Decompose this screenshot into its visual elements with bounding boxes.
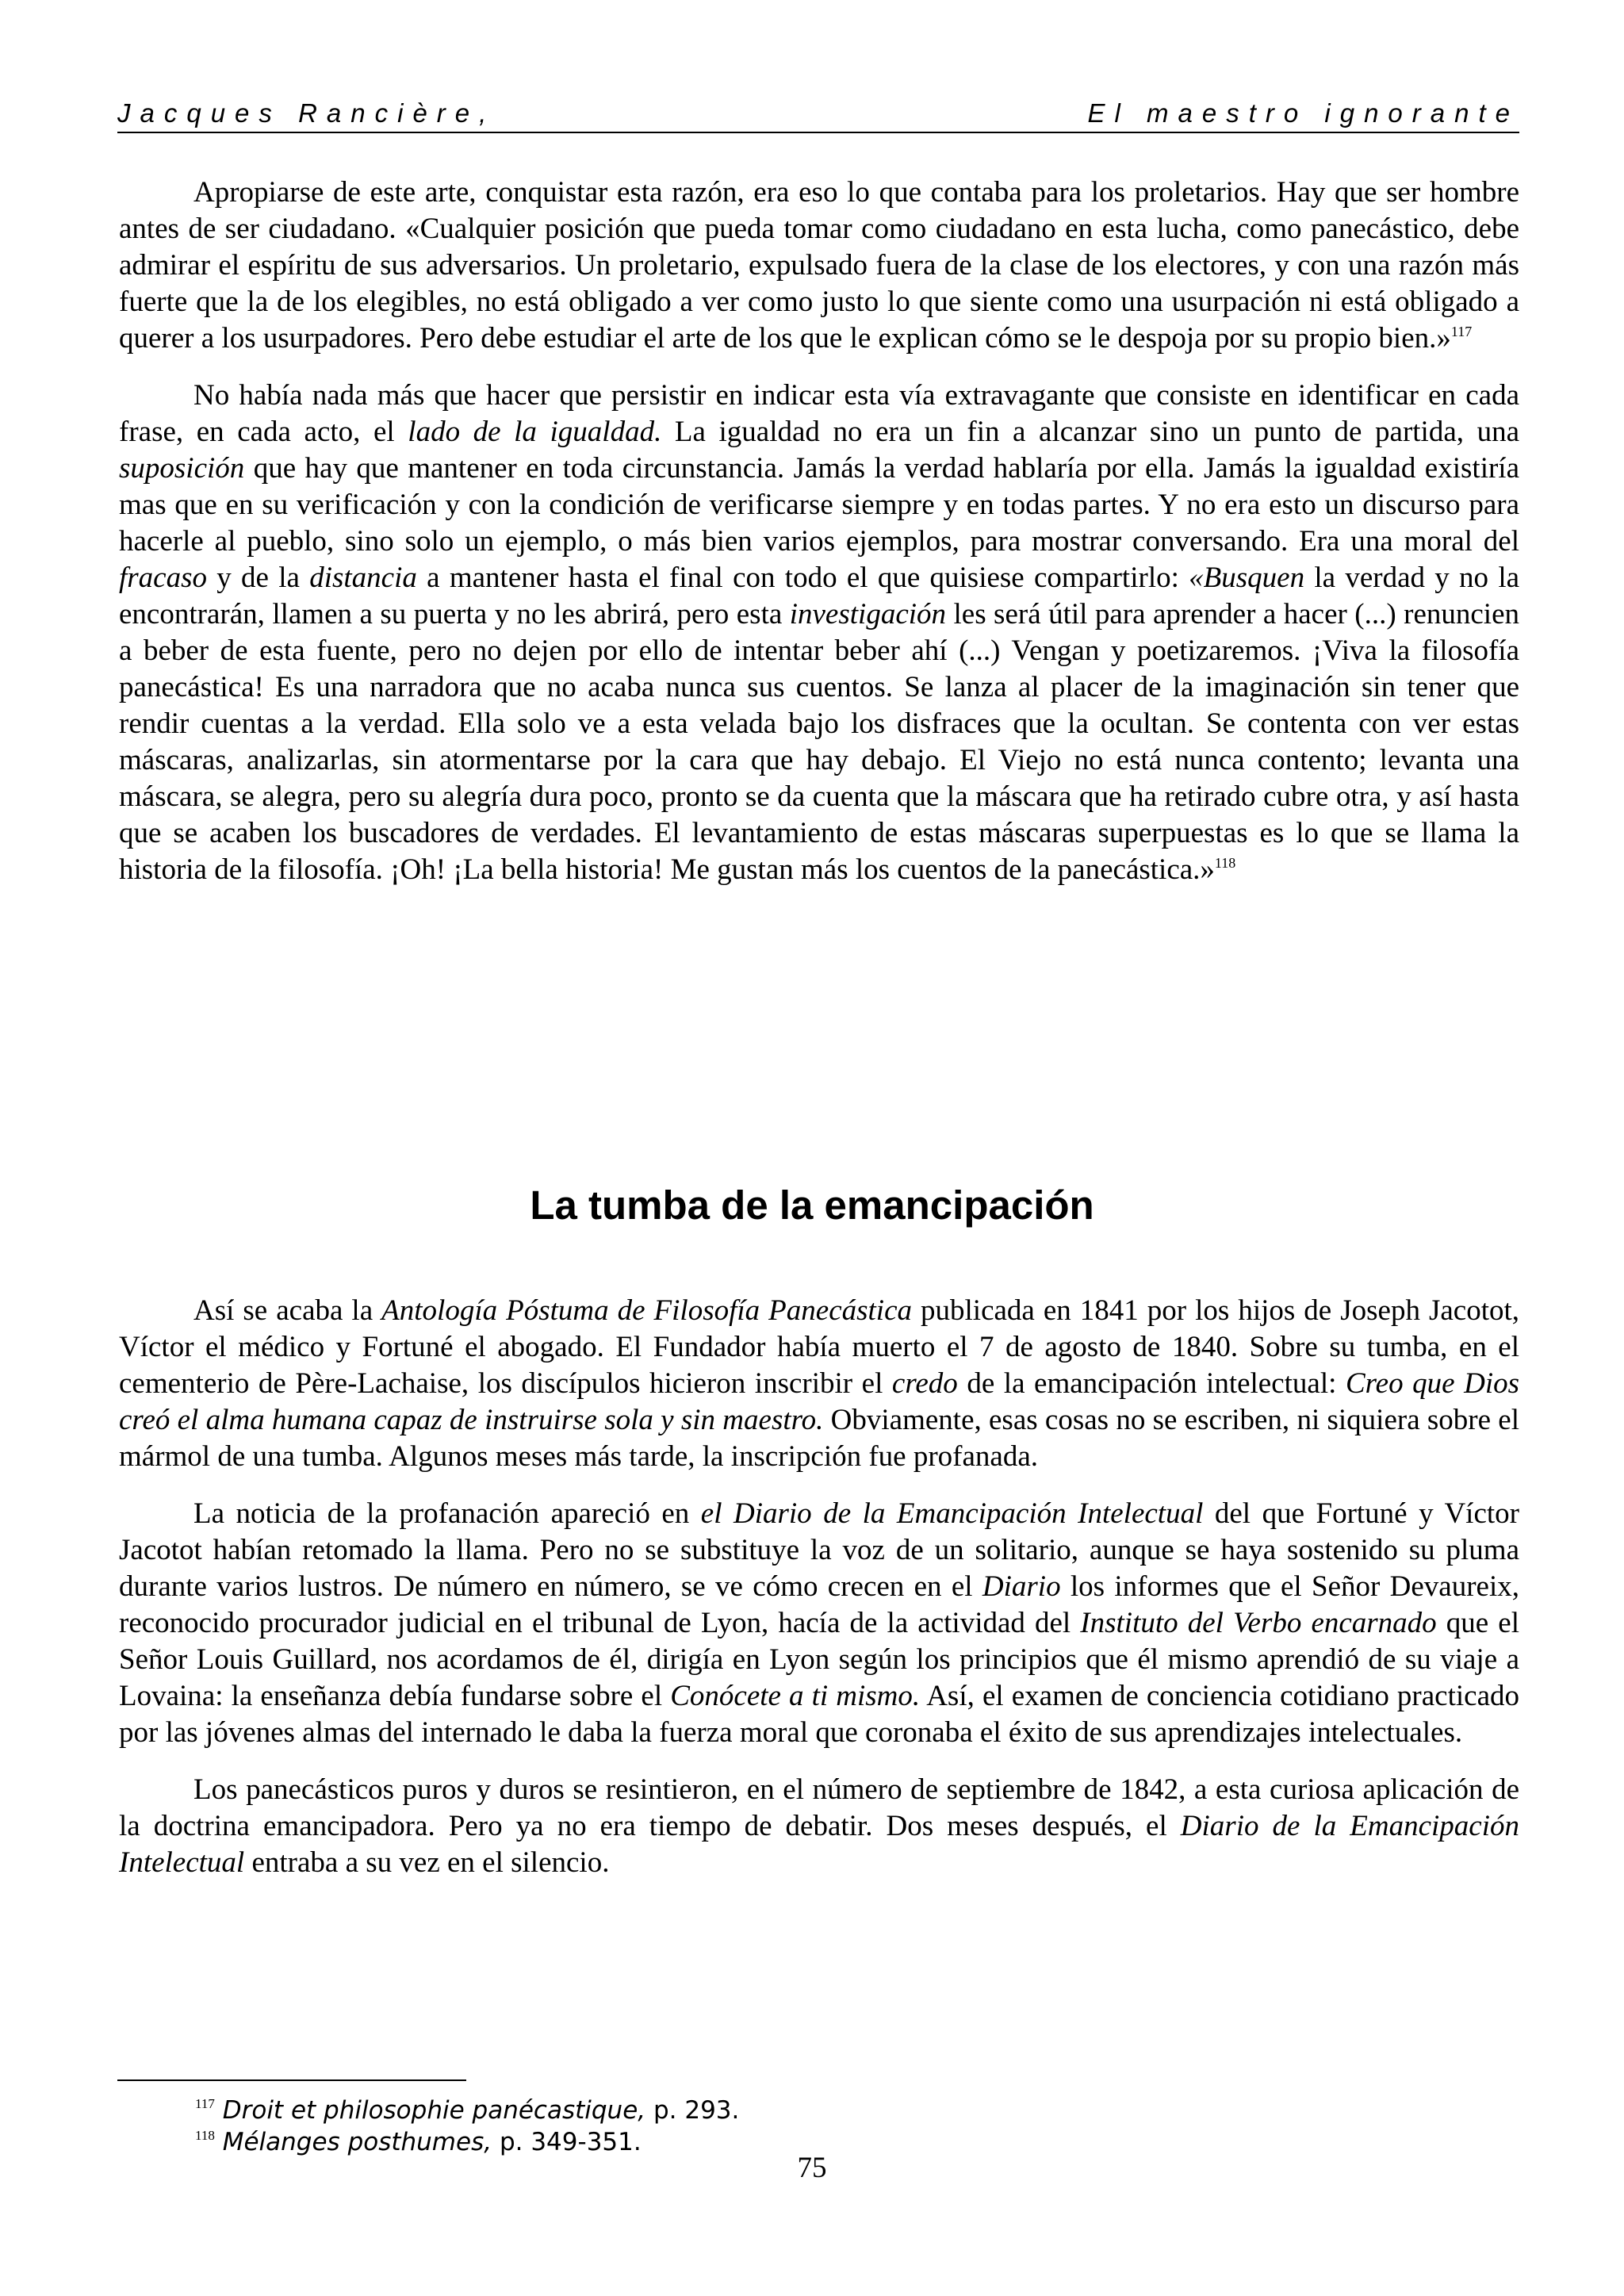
paragraph-2-text: y de la — [207, 562, 310, 594]
body-text-bottom — [119, 1293, 1519, 1902]
paragraph-3-text: de la emancipación intelectual: — [957, 1367, 1346, 1400]
paragraph-3-text: Así se acaba la — [193, 1294, 382, 1327]
paragraph-2-text: la verdad y no la encontrarán, llamen a su puerta y no les abrirá, pero esta — [119, 562, 1520, 631]
footnotes — [195, 2095, 1464, 2158]
emphasis-credo: credo — [891, 1367, 958, 1400]
footnote-work-title: Mélanges posthumes, — [222, 2128, 492, 2156]
paragraph-4-text: que el Señor Louis Guillard, nos acordamos de él, dirigía en Lyon según los principios que él mismo aprendió de su viaje a Lovaina: la enseñanza debía fundarse sobre el — [119, 1607, 1520, 1712]
paragraph-1 — [119, 174, 1519, 357]
paragraph-2-text: a mantener hasta el final con todo el que quisiese compartirlo: — [416, 562, 1189, 594]
paragraph-5 — [119, 1772, 1519, 1881]
emphasis-conocete: Conócete a ti mismo. — [670, 1680, 921, 1712]
footnote-page-ref: p. 349-351. — [492, 2128, 642, 2156]
paragraph-4-text: los informes que el Señor Devaureix, reconocido procurador judicial en el tribunal de Lyon, hacía de la actividad del — [119, 1570, 1519, 1639]
emphasis-busquen: «Busquen — [1189, 562, 1305, 594]
paragraph-2-text: No había nada más que hacer que persistir en indicar esta vía extravagante que consiste en identificar en cada frase, en cada acto, el — [119, 379, 1519, 448]
section-title: La tumba de la emancipación — [530, 1182, 1094, 1228]
running-header — [117, 100, 1519, 133]
footnote-number: 118 — [195, 2128, 215, 2143]
footnote-page-ref: p. 293. — [645, 2096, 740, 2125]
emphasis-inscription: Creo que Dios creó el alma humana capaz de instruirse sola y sin maestro. — [119, 1367, 1520, 1436]
paragraph-4 — [119, 1496, 1519, 1751]
emphasis-fracaso: fracaso — [119, 562, 207, 594]
emphasis-distancia: distancia — [309, 562, 417, 594]
paragraph-3-text: publicada en 1841 por los hijos de Joseph Jacotot, Víctor el médico y Fortuné el abogado. El Fundador había muerto el 7 de agosto de 1840. Sobre su tumba, en el cementerio de Père-Lachaise, los discípulos hicieron inscribir el — [119, 1294, 1520, 1400]
emphasis-instituto: Instituto del Verbo encarnado — [1080, 1607, 1437, 1639]
paragraph-3-text: Obviamente, esas cosas no se escriben, ni siquiera sobre el mármol de una tumba. Algunos meses más tarde, la inscripción fue profanada. — [119, 1404, 1519, 1473]
emphasis-diario: Diario — [982, 1570, 1061, 1603]
footnote-separator — [117, 2079, 466, 2081]
emphasis-investigacion: investigación — [789, 598, 947, 631]
paragraph-5-text: Los panecásticos puros y duros se resintieron, en el número de septiembre de 1842, a esta curiosa aplicación de la doctrina emancipadora. Pero ya no era tiempo de debatir. Dos meses después, el — [119, 1773, 1519, 1842]
header-book-title: El maestro ignorante — [1087, 98, 1519, 128]
paragraph-1-text: Apropiarse de este arte, conquistar esta razón, era eso lo que contaba para los proletarios. Hay que ser hombre antes de ser ciudadano. «Cualquier posición que pueda tomar como ciudadano en esta lucha, como panecástico, debe admirar el espíritu de sus adversarios. Un proletario, expulsado fuera de la clase de los electores, y con una razón más fuerte que la de los elegibles, no está obligado a ver como justo lo que siente como una usurpación ni está obligado a querer a los usurpadores. Pero debe estudiar el arte de los que le explican cómo se le despoja por su propio bien.» — [119, 176, 1519, 355]
paragraph-2-text: La igualdad no era un fin a alcanzar sino un punto de partida, una — [661, 416, 1520, 448]
body-text-top — [119, 174, 1519, 909]
paragraph-4-text: La noticia de la profanación apareció en — [193, 1497, 701, 1530]
paragraph-2-text: les será útil para aprender a hacer (...) renuncien a beber de esta fuente, pero no dejen por ello de intentar beber ahí (...) Vengan y poetizaremos. ¡Viva la filosofía panecástica! Es una narradora que no acaba nunca sus cuentos. Se lanza al placer de la imaginación sin tener que rendir cuentas a la verdad. Ella solo ve a esta velada bajo los disfraces que la ocultan. Se contenta con ver estas máscaras, analizarlas, sin atormentarse por la cara que hay debajo. El Viejo no está nunca contento; levanta una máscara, se alegra, pero su alegría dura poco, pronto se da cuenta que la máscara que ha retirado cubre otra, y así hasta que se acaben los buscadores de verdades. El levantamiento de estas máscaras superpuestas es lo que se llama la historia de la filosofía. ¡Oh! ¡La bella historia! Me gustan más los cuentos de la panecástica.» — [119, 598, 1519, 886]
emphasis-suposicion: suposición — [119, 452, 245, 485]
emphasis-diario-title: el Diario de la Emancipación Intelectual — [700, 1497, 1204, 1530]
paragraph-2 — [119, 378, 1519, 888]
paragraph-2-text: que hay que mantener en toda circunstancia. Jamás la verdad hablaría por ella. Jamás la igualdad existiría mas que en su verificación y con la condición de verificarse siempre y en todas partes. Y no era esto un discurso para hacerle al pueblo, sino solo un ejemplo, o más bien varios ejemplos, para mostrar conversando. Era una moral del — [119, 452, 1519, 558]
page-number: 75 — [797, 2152, 827, 2184]
paragraph-4-text: Así, el examen de conciencia cotidiano practicado por las jóvenes almas del internado le daba la fuerza moral que coronaba el éxito de sus aprendizajes intelectuales. — [119, 1680, 1519, 1749]
paragraph-3 — [119, 1293, 1519, 1475]
footnote-work-title: Droit et philosophie panécastique, — [222, 2096, 646, 2125]
footnote-number: 117 — [195, 2096, 215, 2111]
footnote-ref-117[interactable]: 117 — [1450, 324, 1473, 339]
footnote-ref-118[interactable]: 118 — [1214, 855, 1236, 871]
header-author: Jacques Rancière, — [117, 98, 496, 128]
footnote-117 — [195, 2095, 1464, 2126]
emphasis-antologia: Antología Póstuma de Filosofía Panecástica — [381, 1294, 913, 1327]
paragraph-5-text: entraba a su vez en el silencio. — [244, 1846, 610, 1879]
emphasis-lado-igualdad: lado de la igualdad. — [408, 416, 662, 448]
emphasis-diario-title: Diario de la Emancipación Intelectual — [119, 1810, 1519, 1879]
paragraph-4-text: del que Fortuné y Víctor Jacotot habían retomado la llama. Pero no se substituye la voz de un solitario, aunque se haya sostenido su pluma durante varios lustros. De número en número, se ve cómo crecen en el — [119, 1497, 1519, 1603]
